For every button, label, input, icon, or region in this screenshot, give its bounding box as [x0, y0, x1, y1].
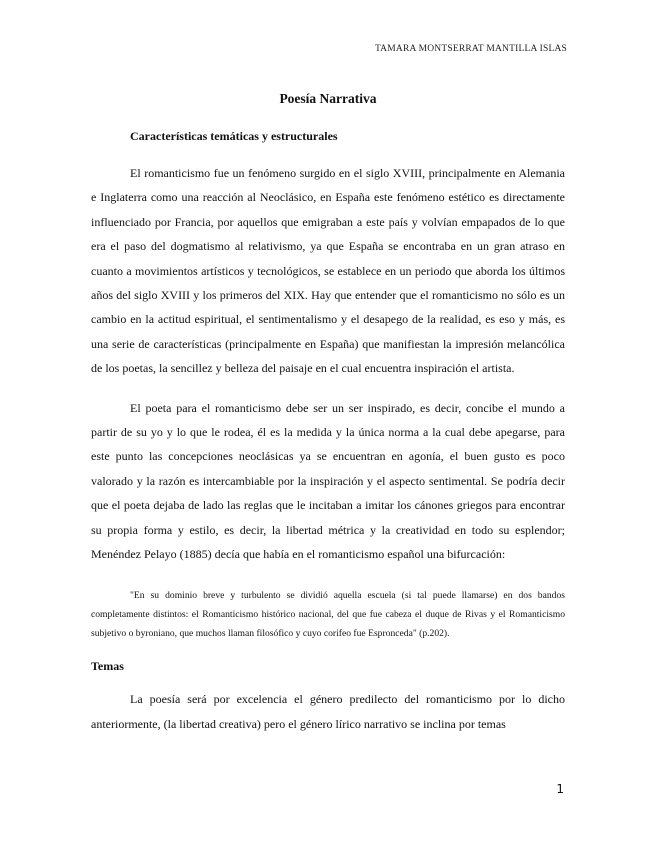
- document-title: Poesía Narrativa: [279, 91, 377, 106]
- running-header-author: TAMARA MONTSERRAT MANTILLA ISLAS: [374, 44, 567, 54]
- page-content: [91, 89, 565, 737]
- page-number: 1: [556, 782, 564, 796]
- section-heading-temas: Temas: [91, 658, 124, 673]
- paragraph-romanticismo: El romanticismo fue un fenómeno surgido en el siglo XVIII, principalmente en Alemania e Inglaterra como una reacción al Neoclásico, en España este fenómeno estético es directamente influenciado por Francia, por aquellos que emigraban a este país y volvían empapados de lo que era el paso del dogmatismo al relativismo, ya que España se encontraba en un gran atraso en cuanto a movimientos artísticos y tecnológicos, se establece en un periodo que aborda los últimos años del siglo XVIII y los primeros del XIX. Hay que entender que el romanticismo no sólo es un cambio en la actitud espiritual, el sentimentalismo y el desapego de la realidad, es eso y más, es una serie de características (principalmente en España) que manifiestan la impresión melancólica de los poetas, la sencillez y belleza del paisaje en el cual encuentra inspiración el artista.: [91, 166, 565, 376]
- paragraph-temas: La poesía será por excelencia el género predilecto del romanticismo por lo dicho anteriormente, (la libertad creativa) pero el género lírico narrativo se inclina por temas: [91, 691, 565, 731]
- section-subtitle: Características temáticas y estructurales: [130, 129, 338, 143]
- block-quote-menendez-pelayo: "En su dominio breve y turbulento se dividió aquella escuela (si tal puede llamarse) en dos bandos completamente distintos: el Romanticismo histórico nacional, del que fue cabeza el duque de Rivas y el Romanticismo subjetivo o byroniano, que muchos llaman filosófico y cuyo corifeo fue Espronceda" (p.202).: [91, 589, 565, 639]
- paragraph-poeta: El poeta para el romanticismo debe ser un ser inspirado, es decir, concibe el mundo a partir de su yo y lo que le rodea, él es la medida y la única norma a la cual debe apegarse, para este punto las concepciones neoclásicas ya se encuentran en agonía, el buen gusto es poco valorado y la razón es intercambiable por la inspiración y el aspecto sentimental. Se podría decir que el poeta dejaba de lado las reglas que le incitaban a imitar los cánones griegos para encontrar su propia forma y estilo, es decir, la libertad métrica y la creatividad en todo su esplendor; Menéndez Pelayo (1885) decía que había en el romanticismo español una bifurcación:: [91, 400, 565, 562]
